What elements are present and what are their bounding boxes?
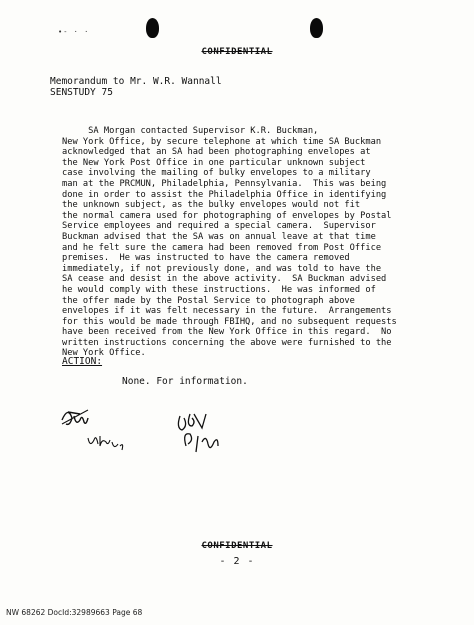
memo-body-paragraph: SA Morgan contacted Supervisor K.R. Buckman, New York Office, by secure telephone at which time SA Buckman acknowledged that an SA had been photographing envelopes at the New York Post Office in one particular unknown subject case involving the mailing of bulky envelopes to a military man at the PRCMUN, Philadelphia, Pennsylvania. This was being done in order to assist the Philadelphia Office in identifying the unknown subject, as the bulky envelopes would not fit the normal camera used for photographing of envelopes by Postal Service employees and required a special camera. Supervisor Buckman advised that the SA was on annual leave at that time and he felt sure the camera had been removed from Post Office premises. He was instructed to have the camera removed immediately, if not previously done, and was told to have the SA cease and desist in the above activity. SA Buckman advised he would comply with these instructions. He was informed of the offer made by the Postal Service to photograph above envelopes if it was felt necessary in the future. Arrangements for this would be made through FBIHQ, and no subsequent requests have been received from the New York Office in this regard. No written instructions concerning the above were furnished to the New York Office.	[62, 126, 397, 359]
action-label: ACTION:	[62, 356, 103, 367]
action-text: None. For information.	[122, 376, 248, 387]
document-id-footer: NW 68262 DocId:32989663 Page 68	[6, 608, 143, 617]
page-number: - 2 -	[219, 556, 255, 567]
memo-heading	[50, 76, 222, 98]
classification-marking-bottom: CONFIDENTIAL	[201, 541, 273, 551]
top-margin-marks: •- · ·	[58, 28, 90, 36]
memo-to-line: Memorandum to Mr. W.R. Wannall	[50, 76, 222, 87]
punch-hole-right	[310, 18, 323, 38]
memo-subject-line: SENSTUDY 75	[50, 87, 113, 98]
handwritten-initials-left	[58, 402, 138, 462]
classification-marking-top: CONFIDENTIAL	[201, 47, 273, 57]
handwritten-initials-right	[172, 412, 232, 462]
punch-hole-left	[146, 18, 159, 38]
